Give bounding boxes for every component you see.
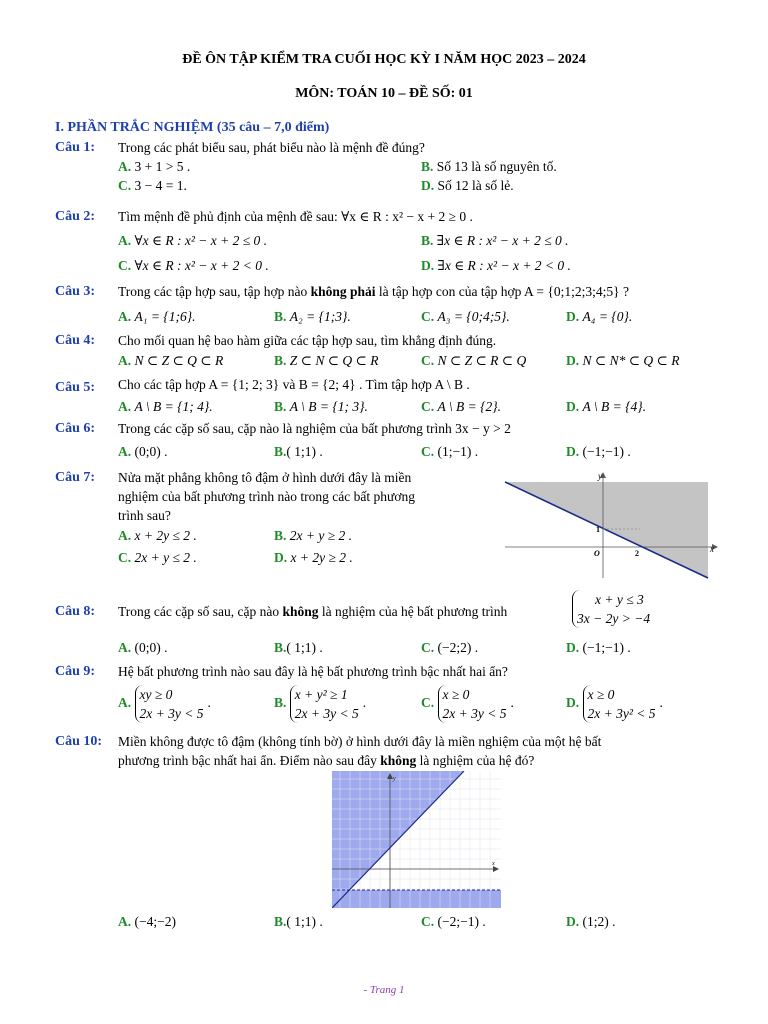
origin-label: O [594,549,600,558]
option-d: D. (−1;−1) . [566,444,631,459]
option-c: C. (−2;−1) . [421,914,486,929]
question-number: Câu 2: [55,209,96,224]
question-number: Câu 3: [55,284,96,299]
option-d: D. Số 12 là số lẻ. [421,178,514,193]
document-title: ĐỀ ÔN TẬP KIỂM TRA CUỐI HỌC KỲ I NĂM HỌC 2023 – 2024 [182,52,586,67]
option-d: D. A \ B = {4}. [566,399,647,414]
option-b: B.( 1;1) . [274,444,323,459]
question-text-line: phương trình bậc nhất hai ẩn. Điểm nào sau đây không là nghiệm của hệ đó? [118,753,535,768]
question-text: Trong các cặp số sau, cặp nào không là nghiệm của hệ bất phương trình [118,604,508,619]
option-a: A. (−4;−2) [118,914,176,929]
question-text: Cho mối quan hệ bao hàm giữa các tập hợp sau, tìm khẳng định đúng. [118,333,497,348]
option-a: A. (0;0) . [118,444,168,459]
option-c: C. A₃ = {0;4;5}. [421,309,510,324]
question-number: Câu 6: [55,421,96,436]
question-text: Hệ bất phương trình nào sau đây là hệ bất phương trình bậc nhất hai ẩn? [118,664,508,679]
option-a: A. A₁ = {1;6}. [118,309,196,324]
question-text: Trong các tập hợp sau, tập hợp nào không phải là tập hợp con của tập hợp A = {0;1;2;3;4;5} ? [118,284,629,299]
question-text-line: trình sau? [118,508,171,523]
question-text: Tìm mệnh đề phủ định của mệnh đề sau: ∀x ∈ R : x² − x + 2 ≥ 0 . [118,209,473,224]
option-a: A. x + 2y ≤ 2 . [118,528,197,543]
q7-graph [500,466,725,584]
question-text-line: nghiệm của bất phương trình nào trong các bất phương [118,489,415,504]
option-b: B. x + y² ≥ 1 2x + 3y < 5. [274,687,367,721]
option-a: A. ∀x ∈ R : x² − x + 2 ≤ 0 . [118,233,268,248]
option-d: D. ∃x ∈ R : x² − x + 2 < 0 . [421,258,571,273]
option-b: B.( 1;1) . [274,914,323,929]
option-c: C. (−2;2) . [421,640,479,655]
option-b: B. A₂ = {1;3}. [274,309,351,324]
system-of-inequalities: x + y ≤ 3 3x − 2y > −4 [572,590,654,628]
question-text: Trong các phát biểu sau, phát biểu nào là mệnh đề đúng? [118,140,425,155]
question-text: Cho các tập hợp A = {1; 2; 3} và B = {2; 4} . Tìm tập hợp A \ B . [118,377,470,392]
option-c: C. (1;−1) . [421,444,479,459]
y-tick-label: 1 [596,525,600,534]
option-a: A. xy ≥ 0 2x + 3y < 5. [118,687,211,721]
option-b: B. 2x + y ≥ 2 . [274,528,353,543]
question-number: Câu 5: [55,380,96,395]
x-axis-label: x [710,544,714,554]
q10-graph [332,771,501,908]
y-axis-label: y [393,776,396,782]
question-number: Câu 8: [55,604,96,619]
option-b: B. A \ B = {1; 3}. [274,399,368,414]
option-c: C. 2x + y ≤ 2 . [118,550,197,565]
question-number: Câu 1: [55,140,96,155]
option-c: C. A \ B = {2}. [421,399,502,414]
question-number: Câu 9: [55,664,96,679]
y-axis-label: y [598,471,602,481]
option-d: D. x ≥ 0 2x + 3y² < 5. [566,687,663,721]
question-text: Trong các cặp số sau, cặp nào là nghiệm của bất phương trình 3x − y > 2 [118,421,511,436]
option-d: D. (−1;−1) . [566,640,631,655]
option-a: A. (0;0) . [118,640,168,655]
question-text-line: Miền không được tô đậm (không tính bờ) ở hình dưới đây là miền nghiệm của một hệ bất [118,734,602,749]
page-footer: - Trang 1 [363,984,405,996]
question-text-line: Nửa mặt phẳng không tô đậm ở hình dưới đây là miền [118,470,412,485]
question-number: Câu 10: [55,734,103,749]
document-subtitle: MÔN: TOÁN 10 – ĐỀ SỐ: 01 [295,86,473,101]
option-d: D. (1;2) . [566,914,616,929]
question-number: Câu 7: [55,470,96,485]
option-a: A. 3 + 1 > 5 . [118,159,191,174]
shaded-region-bottom [332,890,501,908]
question-number: Câu 4: [55,333,96,348]
option-c: C. ∀x ∈ R : x² − x + 2 < 0 . [118,258,269,273]
option-c: C. x ≥ 0 2x + 3y < 5. [421,687,514,721]
x-axis-label: x [492,861,495,867]
option-b: B. Z ⊂ N ⊂ Q ⊂ R [274,353,379,368]
option-d: D. x + 2y ≥ 2 . [274,550,353,565]
option-c: C. N ⊂ Z ⊂ R ⊂ Q [421,353,527,368]
option-c: C. 3 − 4 = 1. [118,178,187,193]
option-d: D. A₄ = {0}. [566,309,633,324]
option-b: B.( 1;1) . [274,640,323,655]
option-a: A. A \ B = {1; 4}. [118,399,213,414]
x-tick-label: 2 [635,549,639,558]
section-heading: I. PHẦN TRẮC NGHIỆM (35 câu – 7,0 điểm) [55,120,330,135]
option-d: D. N ⊂ N* ⊂ Q ⊂ R [566,353,680,368]
option-b: B. ∃x ∈ R : x² − x + 2 ≤ 0 . [421,233,569,248]
option-a: A. N ⊂ Z ⊂ Q ⊂ R [118,353,224,368]
option-b: B. Số 13 là số nguyên tố. [421,159,557,174]
